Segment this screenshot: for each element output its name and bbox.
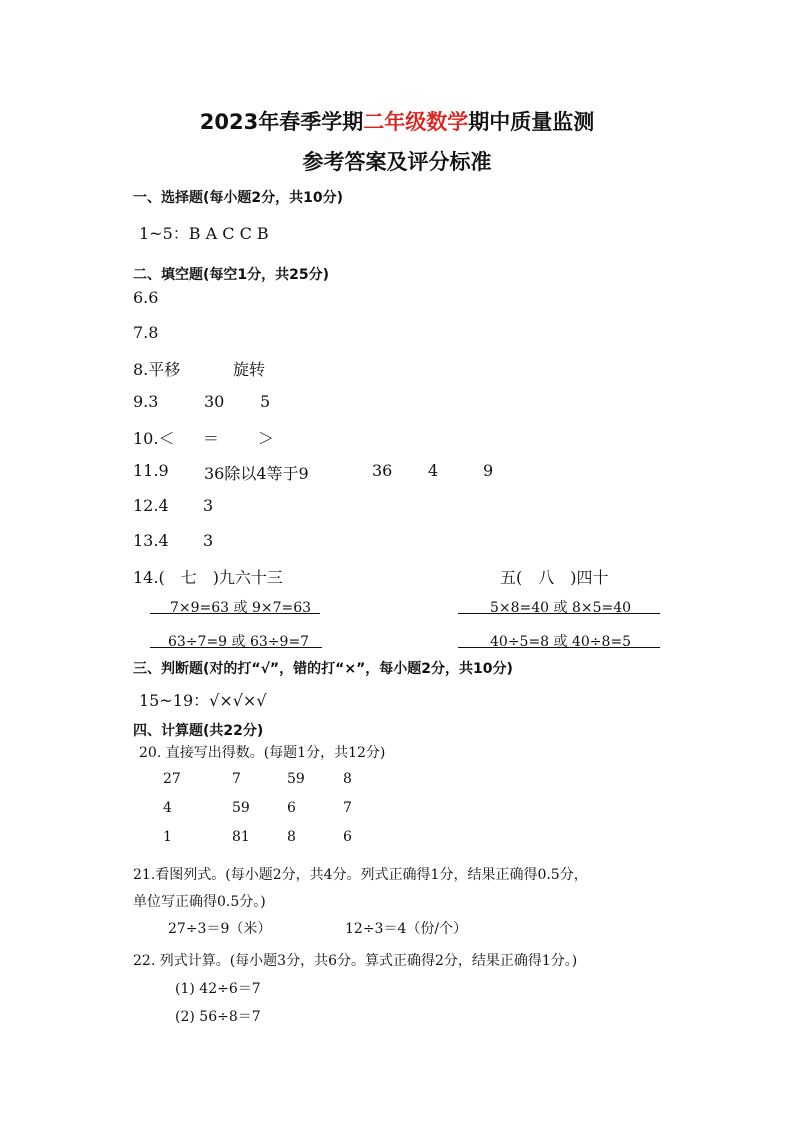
q8-answer-a: 8.平移	[133, 360, 181, 379]
q14-right-line-2: 40÷5=8 或 40÷8=5	[490, 634, 632, 650]
q21-instruction-line-1: 21.看图列式。(每小题2分，共4分。列式正确得1分，结果正确得0.5分，	[133, 867, 588, 883]
q20-cell: 7	[232, 771, 241, 787]
q12-answer-b: 3	[203, 496, 214, 515]
q20-cell: 6	[343, 829, 352, 845]
page-subtitle: 参考答案及评分标准	[302, 150, 492, 174]
q13-answer-b: 3	[203, 531, 214, 550]
page-title	[0, 106, 794, 136]
q13-answer-a: 13.4	[133, 531, 169, 550]
underline	[458, 613, 660, 614]
q11-answer-a: 11.9	[133, 461, 169, 480]
q22-answer-2: (2) 56÷8＝7	[175, 1009, 261, 1025]
q20-cell: 59	[287, 771, 305, 787]
q21-answer-1: 27÷3＝9（米）	[168, 921, 272, 937]
q14-right-heading: 五( 八 )四十	[500, 568, 609, 587]
q20-heading: 20. 直接写出得数。(每题1分，共12分)	[139, 745, 386, 761]
q22-heading: 22. 列式计算。(每小题3分，共6分。算式正确得2分，结果正确得1分。)	[133, 953, 578, 969]
q14-left-line-1: 7×9=63 或 9×7=63	[170, 600, 312, 616]
underline	[150, 613, 320, 614]
q20-cell: 81	[232, 829, 250, 845]
q20-cell: 7	[343, 800, 352, 816]
title-prefix: 2023年春季学期	[199, 110, 364, 134]
q9-answer-b: 30	[204, 392, 225, 411]
title-highlight: 二年级数学	[363, 110, 469, 134]
q11-answer-e: 9	[483, 461, 494, 480]
q22-answer-1: (1) 42÷6＝7	[175, 981, 261, 997]
q7-answer: 7.8	[133, 323, 159, 342]
q11-answer-b: 36除以4等于9	[204, 464, 309, 483]
section-4-heading: 四、计算题(共22分)	[133, 723, 264, 739]
q20-cell: 6	[287, 800, 296, 816]
section-3-answer: 15~19：√×√×√	[139, 691, 267, 710]
q20-cell: 1	[163, 829, 172, 845]
underline	[458, 647, 660, 648]
section-2-heading: 二、填空题(每空1分，共25分)	[133, 267, 330, 283]
q21-answer-2: 12÷3＝4（份/个）	[345, 921, 468, 937]
q21-instruction-line-2: 单位写正确得0.5分。)	[133, 894, 266, 910]
q14-right-line-1: 5×8=40 或 8×5=40	[490, 600, 632, 616]
q14-left-line-2: 63÷7=9 或 63÷9=7	[168, 634, 310, 650]
q10-answer-c: ＞	[258, 429, 275, 448]
q20-cell: 59	[232, 800, 250, 816]
q20-cell: 27	[163, 771, 181, 787]
q10-answer-a: 10.＜	[133, 429, 175, 448]
q11-answer-c: 36	[372, 461, 393, 480]
q9-answer-c: 5	[260, 392, 271, 411]
q20-cell: 8	[343, 771, 352, 787]
title-suffix: 期中质量监测	[468, 110, 595, 134]
section-3-heading: 三、判断题(对的打“√”，错的打“×”，每小题2分，共10分)	[133, 661, 513, 677]
q6-answer: 6.6	[133, 288, 159, 307]
q10-answer-b: ＝	[203, 429, 220, 448]
section-1-answer: 1~5：B A C C B	[139, 224, 269, 243]
underline	[150, 647, 322, 648]
q20-cell: 4	[163, 800, 172, 816]
section-1-heading: 一、选择题(每小题2分，共10分)	[133, 190, 344, 206]
q14-left-heading: 14.( 七 )九六十三	[133, 568, 283, 587]
q9-answer-a: 9.3	[133, 392, 159, 411]
q11-answer-d: 4	[428, 461, 439, 480]
q12-answer-a: 12.4	[133, 496, 169, 515]
q20-cell: 8	[287, 829, 296, 845]
q8-answer-b: 旋转	[233, 360, 266, 379]
